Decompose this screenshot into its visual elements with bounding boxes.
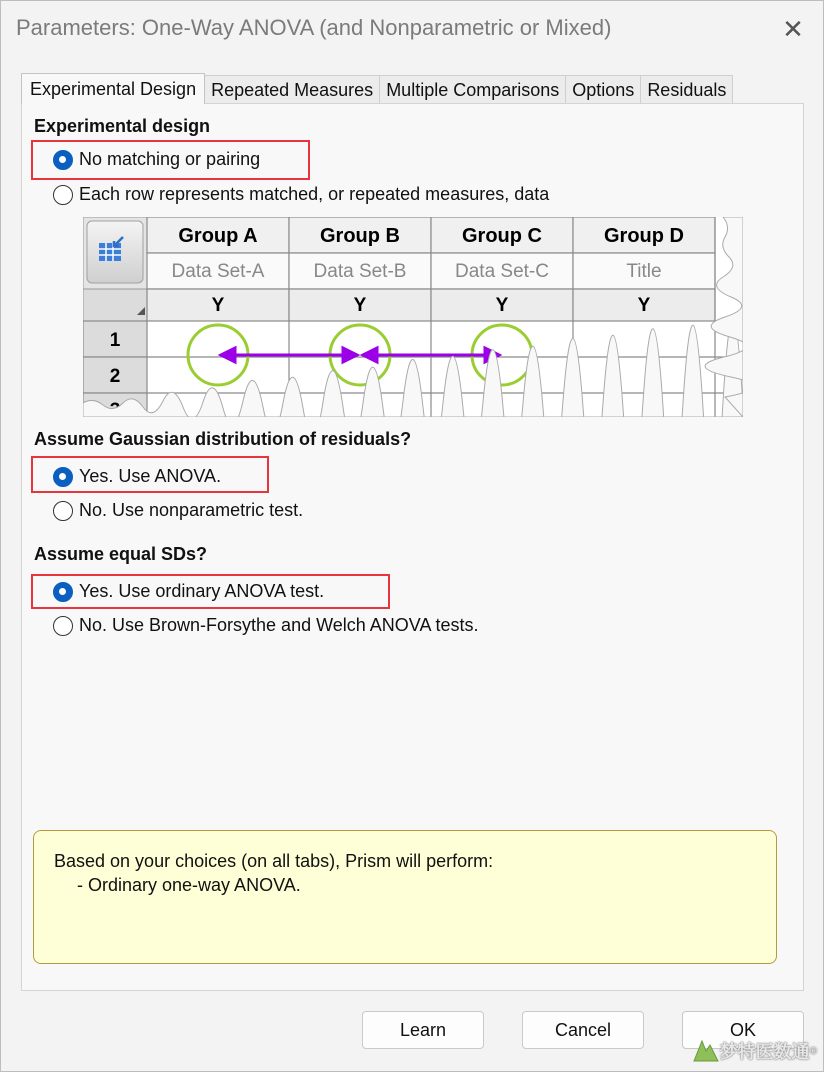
radio-label-gaussian-no: No. Use nonparametric test.: [79, 500, 304, 520]
data-table-diagram: [83, 217, 743, 417]
ok-button[interactable]: OK: [682, 1011, 804, 1049]
column-type-b: Y: [353, 295, 367, 316]
radio-gaussian-yes[interactable]: [53, 466, 221, 487]
data-table-illustration: [83, 217, 743, 417]
dataset-a-label: Data Set-A: [171, 261, 265, 282]
watermark: [690, 1037, 817, 1065]
watermark-registered-mark: ®: [809, 1045, 817, 1057]
radio-equal-sds-yes[interactable]: [53, 581, 324, 602]
title-bar: [1, 1, 823, 57]
radio-button-unselected[interactable]: [53, 185, 73, 205]
summary-line-2: - Ordinary one-way ANOVA.: [77, 875, 301, 895]
radio-button-selected[interactable]: [53, 582, 73, 602]
dataset-d-label: Title: [626, 261, 662, 282]
dataset-b-label: Data Set-B: [313, 261, 407, 282]
radio-gaussian-no[interactable]: [53, 500, 303, 521]
tab-experimental-design[interactable]: Experimental Design: [21, 73, 205, 104]
equal-sds-heading: Assume equal SDs?: [34, 544, 208, 564]
dataset-c-label: Data Set-C: [455, 261, 549, 282]
column-type-c: Y: [495, 295, 509, 316]
gaussian-heading: Assume Gaussian distribution of residuals?: [34, 429, 412, 449]
cancel-button[interactable]: Cancel: [522, 1011, 644, 1049]
radio-matched[interactable]: [53, 184, 549, 205]
radio-label-no-matching: No matching or pairing: [79, 149, 261, 169]
analysis-summary-box: [33, 830, 777, 964]
radio-button-unselected[interactable]: [53, 616, 73, 636]
radio-equal-sds-no[interactable]: [53, 615, 479, 636]
radio-button-selected[interactable]: [53, 150, 73, 170]
radio-button-unselected[interactable]: [53, 501, 73, 521]
tab-strip: [21, 73, 732, 104]
group-b-header: Group B: [320, 225, 400, 247]
radio-label-equal-sds-yes: Yes. Use ordinary ANOVA test.: [79, 581, 325, 601]
radio-button-selected[interactable]: [53, 467, 73, 487]
close-icon: ✕: [782, 13, 804, 44]
row-label-2: 2: [109, 366, 121, 387]
row-label-1: 1: [109, 330, 121, 351]
watermark-logo-icon: [690, 1037, 720, 1065]
group-a-header: Group A: [178, 225, 258, 247]
group-d-header: Group D: [604, 225, 684, 247]
tab-repeated-measures[interactable]: Repeated Measures: [204, 75, 380, 104]
radio-no-matching[interactable]: [53, 149, 260, 170]
experimental-design-heading: Experimental design: [34, 116, 211, 136]
column-type-a: Y: [211, 295, 225, 316]
close-button[interactable]: [777, 13, 809, 45]
group-c-header: Group C: [462, 225, 542, 247]
column-type-d: Y: [637, 295, 651, 316]
dialog-title: Parameters: One-Way ANOVA (and Nonparametric or Mixed): [16, 15, 612, 40]
watermark-text: 梦特医数通: [719, 1042, 810, 1062]
radio-label-gaussian-yes: Yes. Use ANOVA.: [79, 466, 222, 486]
radio-label-matched: Each row represents matched, or repeated measures, data: [79, 184, 550, 204]
tab-residuals[interactable]: Residuals: [640, 75, 733, 104]
summary-line-1: Based on your choices (on all tabs), Prism will perform:: [54, 851, 494, 871]
tab-options[interactable]: Options: [565, 75, 641, 104]
tab-multiple-comparisons[interactable]: Multiple Comparisons: [379, 75, 566, 104]
learn-button[interactable]: Learn: [362, 1011, 484, 1049]
radio-label-equal-sds-no: No. Use Brown-Forsythe and Welch ANOVA tests.: [79, 615, 479, 635]
